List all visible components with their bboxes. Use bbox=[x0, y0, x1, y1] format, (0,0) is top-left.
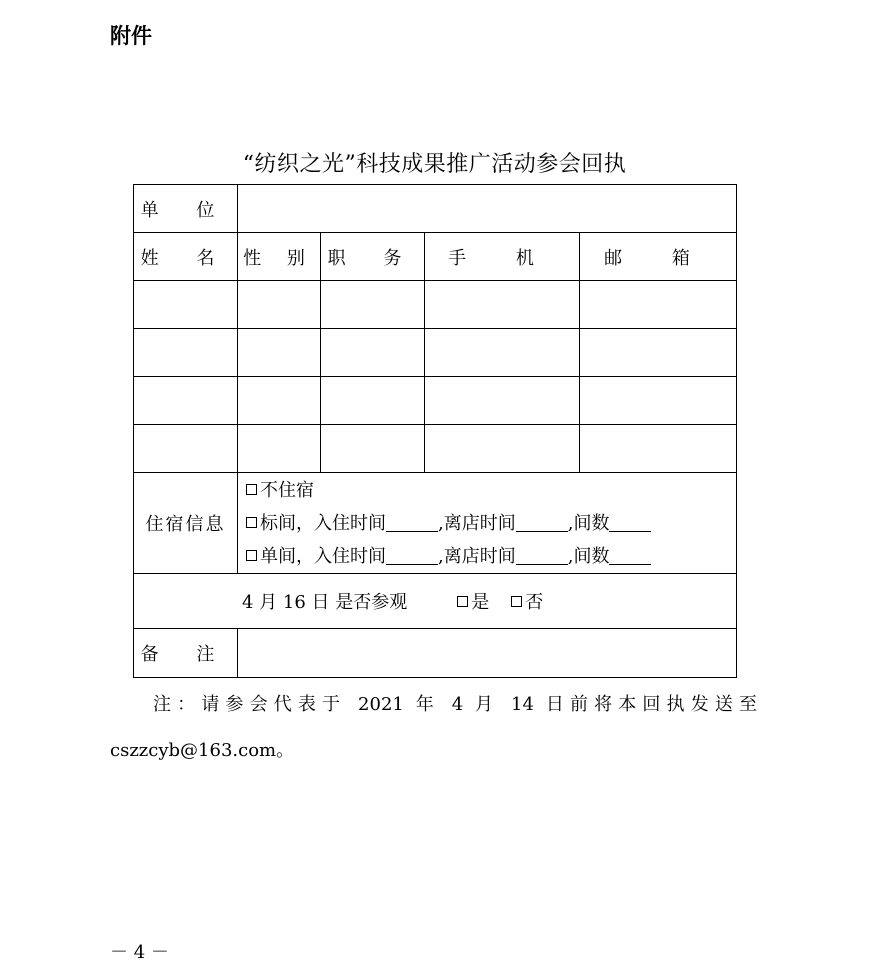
checkbox-icon[interactable] bbox=[511, 596, 522, 607]
rooms-label: ,间数 bbox=[567, 545, 610, 567]
note-line-1: 注：请参会代表于 2021 年 4 月 14 日前将本回执发送至 bbox=[153, 694, 757, 715]
mobile-cell[interactable] bbox=[425, 329, 580, 377]
rooms-blank[interactable] bbox=[609, 546, 651, 565]
unit-row bbox=[134, 185, 737, 233]
header-row bbox=[134, 233, 737, 281]
no-stay-label: 不住宿 bbox=[260, 479, 314, 501]
email-cell[interactable] bbox=[580, 281, 737, 329]
header-position: 职 务 bbox=[321, 233, 425, 281]
position-cell[interactable] bbox=[321, 377, 425, 425]
name-cell[interactable] bbox=[134, 377, 238, 425]
checkout-blank[interactable] bbox=[516, 546, 568, 565]
checkbox-icon[interactable] bbox=[246, 517, 257, 528]
email-cell[interactable] bbox=[580, 425, 737, 473]
page-number: － 4 － bbox=[110, 942, 169, 963]
table-row bbox=[134, 377, 737, 425]
option-single-room[interactable] bbox=[246, 540, 736, 573]
attachment-label: 附件 bbox=[110, 24, 152, 48]
remark-label: 备 注 bbox=[134, 629, 238, 678]
position-cell[interactable] bbox=[321, 425, 425, 473]
mobile-cell[interactable] bbox=[425, 281, 580, 329]
lodging-options bbox=[238, 473, 737, 574]
standard-room-label: 标间，入住时间 bbox=[260, 512, 386, 534]
header-mobile: 手 机 bbox=[425, 233, 580, 281]
option-standard-room[interactable] bbox=[246, 507, 736, 540]
lodging-row bbox=[134, 473, 737, 574]
header-name: 姓 名 bbox=[134, 233, 238, 281]
visit-yes-label: 是 bbox=[471, 592, 490, 613]
table-row bbox=[134, 329, 737, 377]
visit-cell bbox=[134, 574, 737, 629]
table-row bbox=[134, 425, 737, 473]
single-room-label: 单间，入住时间 bbox=[260, 545, 386, 567]
visit-no-label: 否 bbox=[525, 592, 544, 613]
visit-question: 4 月 16 日 是否参观 bbox=[242, 592, 408, 613]
checkin-blank[interactable] bbox=[386, 513, 438, 532]
email-cell[interactable] bbox=[580, 377, 737, 425]
unit-label: 单 位 bbox=[134, 185, 238, 233]
checkout-label: ,离店时间 bbox=[438, 545, 516, 567]
remark-row bbox=[134, 629, 737, 678]
checkin-blank[interactable] bbox=[386, 546, 438, 565]
lodging-label: 住宿信息 bbox=[134, 473, 238, 574]
header-gender: 性 别 bbox=[238, 233, 321, 281]
note-line-2: cszzcyb@163.com。 bbox=[110, 740, 295, 761]
name-cell[interactable] bbox=[134, 281, 238, 329]
name-cell[interactable] bbox=[134, 329, 238, 377]
checkout-label: ,离店时间 bbox=[438, 512, 516, 534]
gender-cell[interactable] bbox=[238, 377, 321, 425]
rooms-label: ,间数 bbox=[567, 512, 610, 534]
receipt-table bbox=[133, 184, 737, 678]
mobile-cell[interactable] bbox=[425, 377, 580, 425]
checkbox-icon[interactable] bbox=[457, 596, 468, 607]
gender-cell[interactable] bbox=[238, 281, 321, 329]
checkout-blank[interactable] bbox=[516, 513, 568, 532]
rooms-blank[interactable] bbox=[609, 513, 651, 532]
position-cell[interactable] bbox=[321, 281, 425, 329]
visit-row bbox=[134, 574, 737, 629]
name-cell[interactable] bbox=[134, 425, 238, 473]
unit-input-cell[interactable] bbox=[238, 185, 737, 233]
option-no-stay[interactable] bbox=[246, 474, 736, 507]
checkbox-icon[interactable] bbox=[246, 550, 257, 561]
checkbox-icon[interactable] bbox=[246, 484, 257, 495]
remark-input-cell[interactable] bbox=[238, 629, 737, 678]
position-cell[interactable] bbox=[321, 329, 425, 377]
gender-cell[interactable] bbox=[238, 329, 321, 377]
header-email: 邮 箱 bbox=[580, 233, 737, 281]
email-cell[interactable] bbox=[580, 329, 737, 377]
table-row bbox=[134, 281, 737, 329]
form-title: “纺织之光”科技成果推广活动参会回执 bbox=[242, 152, 627, 177]
mobile-cell[interactable] bbox=[425, 425, 580, 473]
gender-cell[interactable] bbox=[238, 425, 321, 473]
